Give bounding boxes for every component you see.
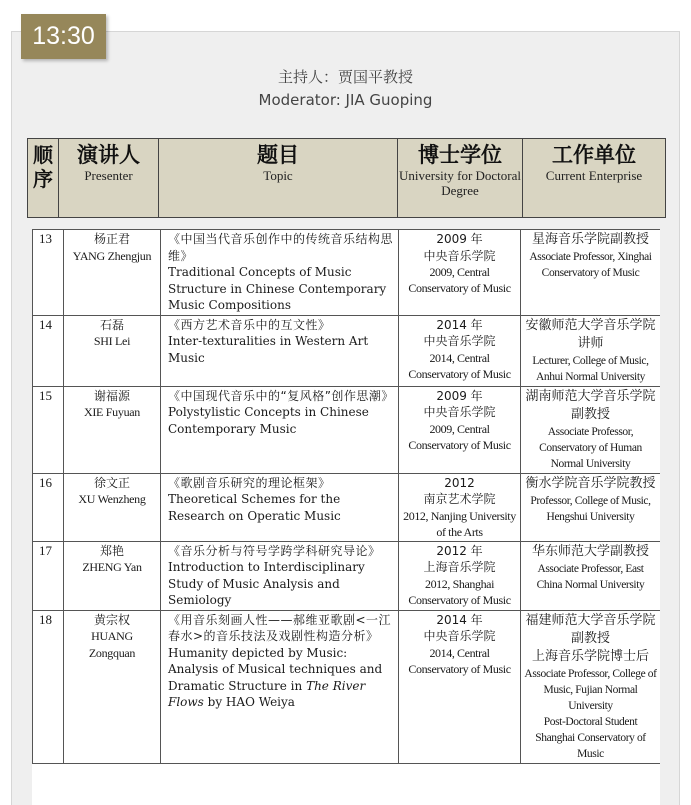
- table-header: [27, 138, 666, 218]
- header-degree: 博士学位 University for Doctoral Degree: [398, 139, 523, 218]
- topic-cell: 《西方艺术音乐中的互文性》 Inter-texturalities in Western Art Music: [161, 315, 399, 386]
- topic-cell: 《音乐分析与符号学跨学科研究导论》 Introduction to Interdisciplinary Study of Music Analysis and Semiology: [161, 541, 399, 610]
- table-row: [33, 541, 661, 610]
- enterprise-cell: 衡水学院音乐学院教授 Professor, College of Music, Hengshui University: [521, 473, 661, 541]
- topic-cell: 《中国当代音乐创作中的传统音乐结构思维》 Traditional Concepts of Music Structure in Chinese Contemporary Music Compositions: [161, 230, 399, 316]
- header-seq: 顺序: [28, 139, 59, 218]
- presenter-cell: 徐文正 XU Wenzheng: [64, 473, 161, 541]
- topic-cell: 《歌剧音乐研究的理论框架》 Theoretical Schemes for the Research on Operatic Music: [161, 473, 399, 541]
- degree-cell: 2009 年 中央音乐学院 2009, Central Conservatory of Music: [399, 230, 521, 316]
- enterprise-cell: 安徽师范大学音乐学院讲师 Lecturer, College of Music, Anhui Normal University: [521, 315, 661, 386]
- degree-cell: 2009 年 中央音乐学院 2009, Central Conservatory of Music: [399, 386, 521, 473]
- header-enterprise: 工作单位 Current Enterprise: [523, 139, 666, 218]
- degree-cell: 2014 年 中央音乐学院 2014, Central Conservatory of Music: [399, 610, 521, 763]
- table-row: [33, 386, 661, 473]
- table-row: [33, 315, 661, 386]
- row-number: 14: [33, 315, 64, 386]
- header-presenter: 演讲人 Presenter: [59, 139, 159, 218]
- header-topic: 题目 Topic: [159, 139, 398, 218]
- row-number: 13: [33, 230, 64, 316]
- table-row: [33, 473, 661, 541]
- moderator-en: Moderator: JIA Guoping: [258, 91, 433, 109]
- presenter-cell: 郑艳 ZHENG Yan: [64, 541, 161, 610]
- row-number: 17: [33, 541, 64, 610]
- time-tag: 13:30: [21, 14, 106, 59]
- enterprise-cell: 华东师范大学副教授 Associate Professor, East China Normal University: [521, 541, 661, 610]
- enterprise-cell: 星海音乐学院副教授 Associate Professor, Xinghai Conservatory of Music: [521, 230, 661, 316]
- table-body: [32, 229, 660, 805]
- presenter-cell: 黄宗权 HUANG Zongquan: [64, 610, 161, 763]
- degree-cell: 2012 年 上海音乐学院 2012, Shanghai Conservatory of Music: [399, 541, 521, 610]
- degree-cell: 2012 南京艺术学院 2012, Nanjing University of the Arts: [399, 473, 521, 541]
- degree-cell: 2014 年 中央音乐学院 2014, Central Conservatory of Music: [399, 315, 521, 386]
- row-number: 18: [33, 610, 64, 763]
- row-number: 16: [33, 473, 64, 541]
- moderator-zh: 主持人：贾国平教授: [277, 68, 413, 86]
- presenter-cell: 石磊 SHI Lei: [64, 315, 161, 386]
- topic-cell: 《用音乐刻画人性——郝维亚歌剧<一江春水>的音乐技法及戏剧性构造分析》 Humanity depicted by Music: Analysis of Musical techniques and Dramatic Structure in The River Flows by HAO Weiya: [161, 610, 399, 763]
- enterprise-cell: 福建师范大学音乐学院副教授 上海音乐学院博士后 Associate Professor, College of Music, Fujian Normal University Post-Doctoral Student Shanghai Conservatory of Music: [521, 610, 661, 763]
- table-row: [33, 610, 661, 763]
- presenter-cell: 谢福源 XIE Fuyuan: [64, 386, 161, 473]
- table-row: [33, 230, 661, 316]
- enterprise-cell: 湖南师范大学音乐学院副教授 Associate Professor, Conservatory of Human Normal University: [521, 386, 661, 473]
- row-number: 15: [33, 386, 64, 473]
- topic-cell: 《中国现代音乐中的“复风格”创作思潮》 Polystylistic Concepts in Chinese Contemporary Music: [161, 386, 399, 473]
- presenter-cell: 杨正君 YANG Zhengjun: [64, 230, 161, 316]
